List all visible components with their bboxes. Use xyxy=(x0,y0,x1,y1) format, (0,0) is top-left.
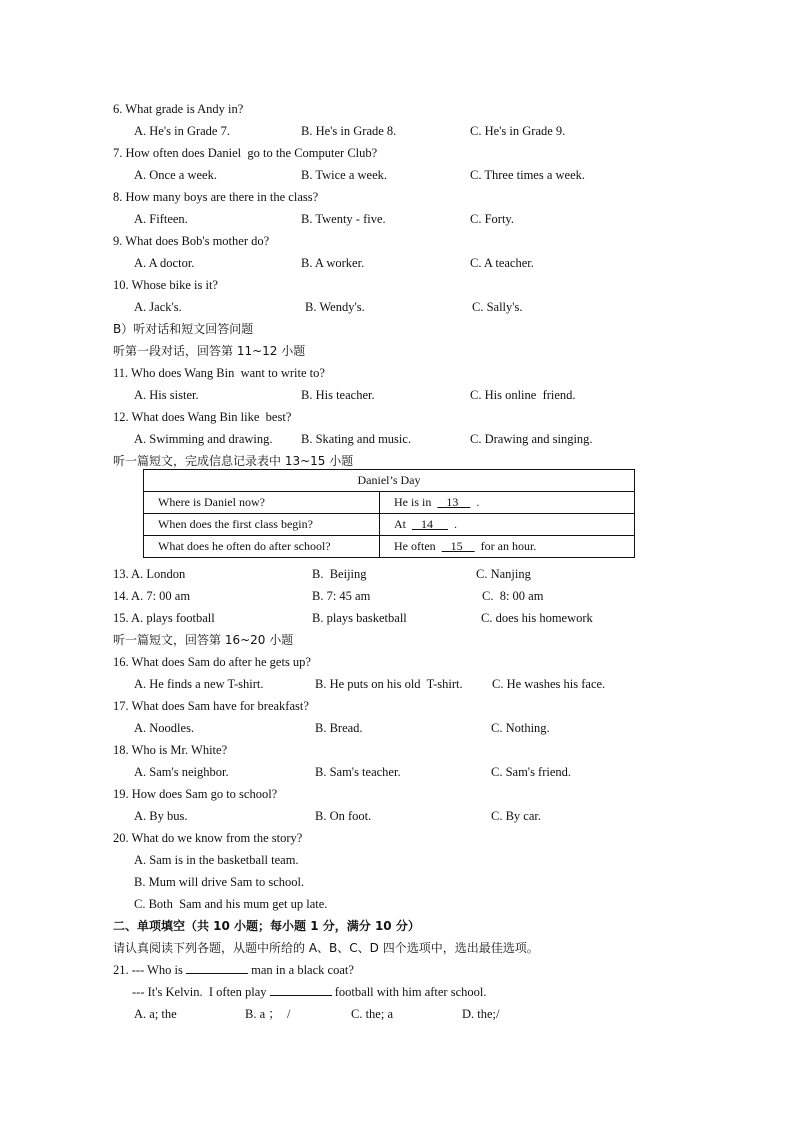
answer-blank xyxy=(186,962,248,974)
question-17: 17. What does Sam have for breakfast? xyxy=(113,699,309,713)
options-18 xyxy=(134,764,754,780)
options-10 xyxy=(134,299,754,315)
option-c: C. Three times a week. xyxy=(470,168,586,182)
options-14 xyxy=(113,588,733,604)
option-c: C. the; a xyxy=(351,1007,394,1021)
question-9: 9. What does Bob's mother do? xyxy=(113,234,270,248)
blank-15: 15 xyxy=(441,539,475,553)
answer-blank xyxy=(270,984,332,996)
table-row xyxy=(144,536,635,558)
options-17 xyxy=(134,720,754,736)
option-b: B. His teacher. xyxy=(301,388,375,402)
option-c: C. Sally's. xyxy=(472,300,523,314)
option-c: C. does his homework xyxy=(481,611,593,625)
table-row xyxy=(144,514,635,536)
table-caption-row xyxy=(144,470,635,492)
option-a: A. A doctor. xyxy=(134,256,195,270)
option-c: C. Nanjing xyxy=(476,567,531,581)
option-c: C. Both Sam and his mum get up late. xyxy=(134,897,328,911)
option-b: B. plays basketball xyxy=(312,611,407,625)
options-13 xyxy=(113,566,733,582)
passage1-title: 听一篇短文，完成信息记录表中 13~15 小题 xyxy=(113,454,354,468)
option-c: C. Nothing. xyxy=(491,721,550,735)
table-row xyxy=(144,492,635,514)
option-c: C. He's in Grade 9. xyxy=(470,124,566,138)
options-11 xyxy=(134,387,754,403)
options-16 xyxy=(134,676,754,692)
option-b: B. Sam's teacher. xyxy=(315,765,401,779)
option-b: B. He puts on his old T-shirt. xyxy=(315,677,463,691)
part2-instruction: 请认真阅读下列各题，从题中所给的 A、B、C、D 四个选项中，选出最佳选项。 xyxy=(113,941,539,955)
option-c: C. Sam's friend. xyxy=(491,765,572,779)
option-b: B. Bread. xyxy=(315,721,363,735)
option-c: C. Drawing and singing. xyxy=(470,432,593,446)
option-a: A. Swimming and drawing. xyxy=(134,432,273,446)
options-8 xyxy=(134,211,754,227)
option-b: B. Mum will drive Sam to school. xyxy=(134,875,305,889)
section-b-title: B）听对话和短文回答问题 xyxy=(113,322,254,336)
option-b: B. A worker. xyxy=(301,256,365,270)
option-a: A. a; the xyxy=(134,1007,177,1021)
table-answer: He is in 13 . xyxy=(380,492,635,514)
table-question: Where is Daniel now? xyxy=(144,492,380,514)
option-b: B. a ； / xyxy=(245,1007,291,1021)
option-b: B. Beijing xyxy=(312,567,367,581)
table-caption: Daniel’s Day xyxy=(144,470,635,492)
question-18: 18. Who is Mr. White? xyxy=(113,743,228,757)
table-answer: He often 15 for an hour. xyxy=(380,536,635,558)
options-6 xyxy=(134,123,754,139)
options-7 xyxy=(134,167,754,183)
options-21 xyxy=(134,1006,754,1022)
part2-title: 二、单项填空（共 10 小题；每小题 1 分，满分 10 分） xyxy=(113,919,420,933)
option-b: B. Wendy's. xyxy=(305,300,365,314)
blank-13: 13 xyxy=(437,495,471,509)
option-c: C. Forty. xyxy=(470,212,514,226)
passage2-title: 听一篇短文，回答第 16~20 小题 xyxy=(113,633,294,647)
info-record-table xyxy=(143,469,635,558)
option-a: A. He's in Grade 7. xyxy=(134,124,230,138)
option-c: C. A teacher. xyxy=(470,256,534,270)
question-20: 20. What do we know from the story? xyxy=(113,831,303,845)
question-8: 8. How many boys are there in the class? xyxy=(113,190,319,204)
option-a: A. Jack's. xyxy=(134,300,182,314)
option-b: B. He's in Grade 8. xyxy=(301,124,397,138)
table-question: When does the first class begin? xyxy=(144,514,380,536)
option-a: A. By bus. xyxy=(134,809,188,823)
question-12: 12. What does Wang Bin like best? xyxy=(113,410,292,424)
option-b: B. On foot. xyxy=(315,809,372,823)
option-b: B. 7: 45 am xyxy=(312,589,371,603)
table-answer: At 14 . xyxy=(380,514,635,536)
option-c: C. By car. xyxy=(491,809,541,823)
option-d: D. the;/ xyxy=(462,1007,500,1021)
question-6: 6. What grade is Andy in? xyxy=(113,102,244,116)
option-c: C. He washes his face. xyxy=(492,677,606,691)
option-a: 14. A. 7: 00 am xyxy=(113,589,191,603)
option-a: A. Once a week. xyxy=(134,168,217,182)
option-b: B. Skating and music. xyxy=(301,432,412,446)
question-21-line1: 21. --- Who is man in a black coat? xyxy=(113,963,354,977)
question-10: 10. Whose bike is it? xyxy=(113,278,218,292)
question-7: 7. How often does Daniel go to the Computer Club? xyxy=(113,146,378,160)
option-a: A. His sister. xyxy=(134,388,199,402)
options-9 xyxy=(134,255,754,271)
option-a: A. Fifteen. xyxy=(134,212,188,226)
option-a: 15. A. plays football xyxy=(113,611,215,625)
question-21-line2: --- It's Kelvin. I often play football with him after school. xyxy=(132,985,487,999)
options-12 xyxy=(134,431,754,447)
options-15 xyxy=(113,610,733,626)
option-a: A. Noodles. xyxy=(134,721,195,735)
blank-14: 14 xyxy=(412,517,448,531)
option-b: B. Twenty - five. xyxy=(301,212,386,226)
options-19 xyxy=(134,808,754,824)
option-a: A. Sam is in the basketball team. xyxy=(134,853,299,867)
option-a: A. Sam's neighbor. xyxy=(134,765,229,779)
table-question: What does he often do after school? xyxy=(144,536,380,558)
question-19: 19. How does Sam go to school? xyxy=(113,787,278,801)
dialog1-title: 听第一段对话，回答第 11~12 小题 xyxy=(113,344,306,358)
question-11: 11. Who does Wang Bin want to write to? xyxy=(113,366,325,380)
option-a: 13. A. London xyxy=(113,567,186,581)
question-16: 16. What does Sam do after he gets up? xyxy=(113,655,311,669)
option-c: C. 8: 00 am xyxy=(482,589,544,603)
option-c: C. His online friend. xyxy=(470,388,576,402)
option-a: A. He finds a new T-shirt. xyxy=(134,677,264,691)
option-b: B. Twice a week. xyxy=(301,168,388,182)
